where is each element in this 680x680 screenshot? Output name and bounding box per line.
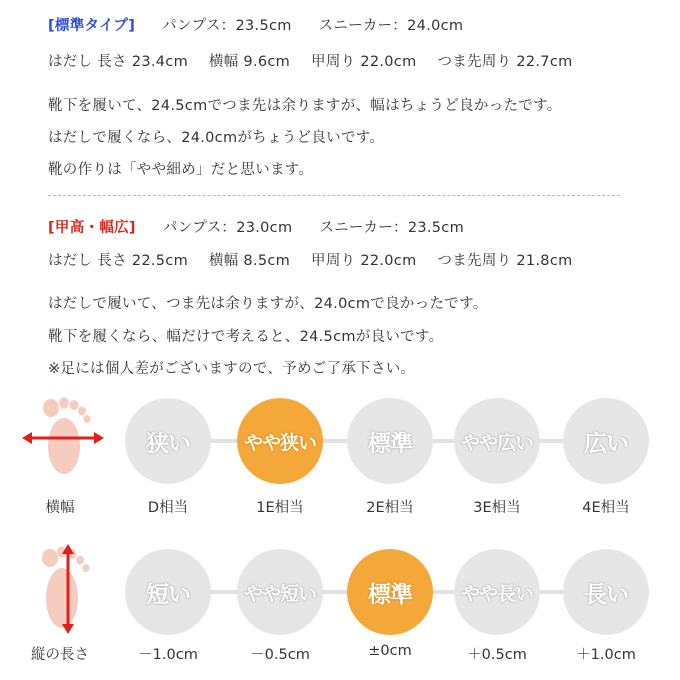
width-sub-2e: 2E相当 [366, 500, 414, 516]
standard-bare-instep: 甲周り 22.0cm [311, 54, 417, 70]
width-option-standard: 標準 [347, 398, 433, 484]
width-sub-d: D相当 [147, 500, 189, 516]
standard-bare-line [48, 50, 573, 71]
length-sub-plus-05: ＋0.5cm [467, 647, 527, 663]
wide-bare-length: はだし 長さ 22.5cm [48, 253, 188, 269]
standard-comment-3: 靴の作りは「やや細め」だと思います。 [48, 162, 314, 178]
length-option-slightly-short: やや短い [237, 549, 323, 635]
length-option-long: 長い [563, 549, 649, 635]
length-sub-minus-05: －0.5cm [250, 647, 310, 663]
standard-pumps-size: パンプス：23.5cm [162, 18, 292, 34]
wide-comment-2: 靴下を履くなら、幅だけで考えると、24.5cmが良いです。 [48, 329, 444, 345]
wide-bare-toe: つま先周り 21.8cm [437, 253, 573, 269]
standard-sneaker-size: スニーカー：24.0cm [318, 18, 464, 34]
width-axis-label: 横幅 [45, 500, 75, 516]
standard-comment-2: はだしで履くなら、24.0cmがちょうど良いです。 [48, 130, 385, 146]
width-option-narrow: 狭い [125, 398, 211, 484]
length-axis-label: 縦の長さ [31, 647, 89, 663]
length-sub-plus-1: ＋1.0cm [576, 647, 636, 663]
wide-tag: [甲高・幅広] [48, 220, 136, 236]
width-option-wide: 広い [563, 398, 649, 484]
width-scale [0, 392, 680, 532]
section-divider [48, 195, 620, 196]
length-option-slightly-long: やや長い [454, 549, 540, 635]
wide-bare-line [48, 249, 573, 270]
wide-sneaker-size: スニーカー：23.5cm [319, 220, 465, 236]
wide-comment-1: はだしで履いて、つま先は余りますが、24.0cmで良かったです。 [48, 296, 488, 312]
length-scale [0, 538, 680, 678]
standard-shoe-line [48, 14, 463, 35]
standard-bare-toe: つま先周り 22.7cm [437, 54, 573, 70]
foot-length-icon [24, 540, 104, 636]
width-option-slightly-narrow: やや狭い [237, 398, 323, 484]
wide-bare-width: 横幅 8.5cm [208, 253, 291, 269]
length-sub-zero: ±0cm [368, 643, 412, 659]
width-option-slightly-wide: やや広い [454, 398, 540, 484]
foot-width-icon [20, 394, 106, 478]
standard-bare-length: はだし 長さ 23.4cm [48, 54, 188, 70]
standard-bare-width: 横幅 9.6cm [208, 54, 291, 70]
wide-comment-3: ※足には個人差がございますので、予めご了承下さい。 [48, 361, 416, 377]
width-sub-1e: 1E相当 [256, 500, 304, 516]
width-sub-4e: 4E相当 [582, 500, 630, 516]
standard-comment-1: 靴下を履いて、24.5cmでつま先は余りますが、幅はちょうど良かったです。 [48, 98, 562, 114]
wide-shoe-line [48, 216, 464, 237]
wide-bare-instep: 甲周り 22.0cm [311, 253, 417, 269]
length-option-short: 短い [125, 549, 211, 635]
width-sub-3e: 3E相当 [473, 500, 521, 516]
length-option-standard: 標準 [347, 549, 433, 635]
wide-pumps-size: パンプス：23.0cm [162, 220, 293, 236]
length-sub-minus-1: －1.0cm [138, 647, 198, 663]
standard-tag: [標準タイプ] [48, 18, 136, 34]
